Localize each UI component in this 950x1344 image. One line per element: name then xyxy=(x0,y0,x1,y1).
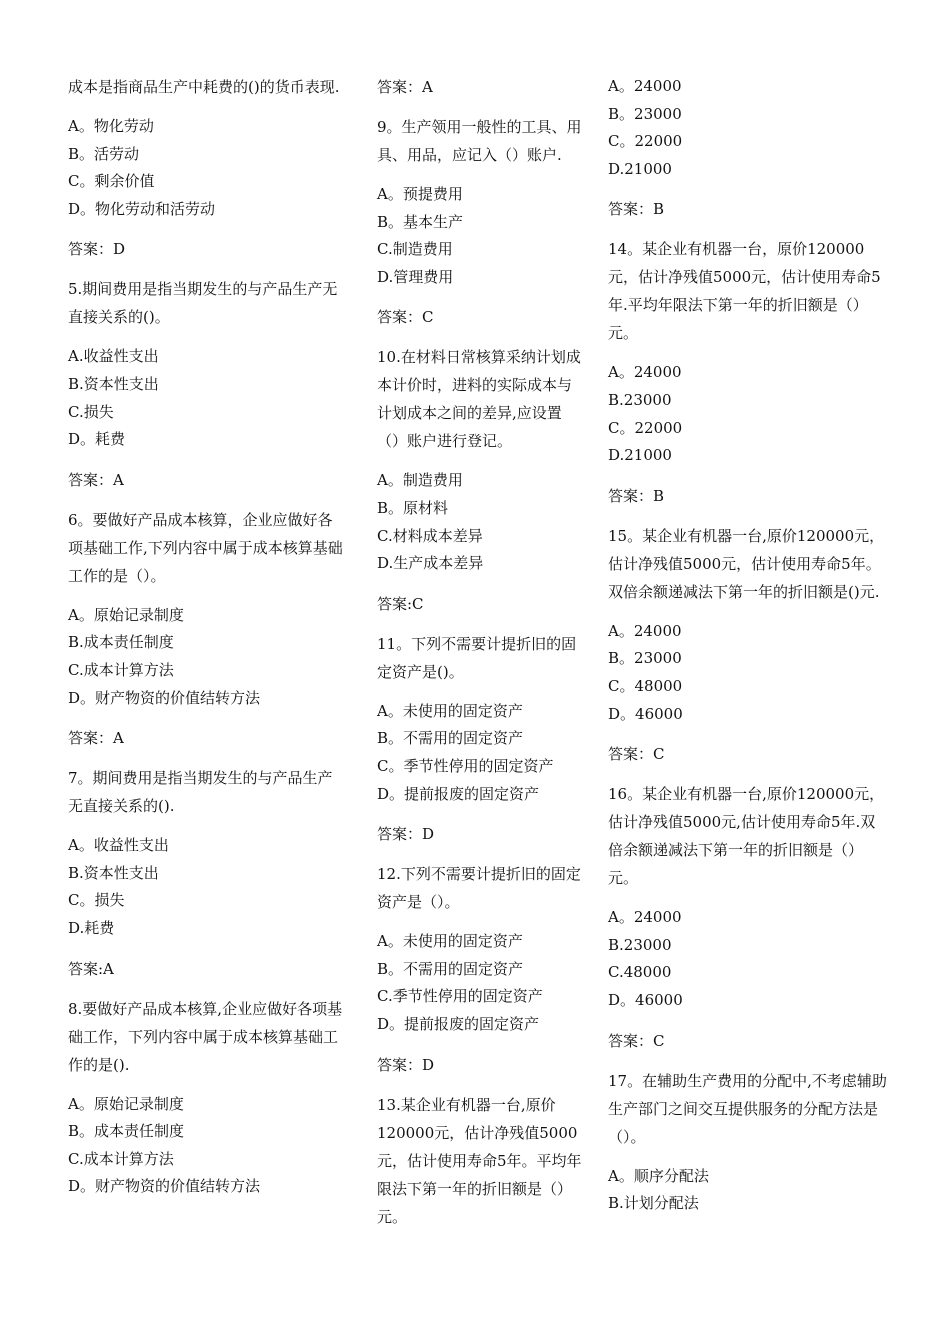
option-list xyxy=(68,1091,346,1201)
option-item: D。46000 xyxy=(608,704,683,723)
option-list xyxy=(68,602,346,712)
option-item: C。损失 xyxy=(68,891,125,910)
option-item: D。提前报废的固定资产 xyxy=(377,784,540,803)
option-list xyxy=(608,1163,888,1218)
option-item: A。24000 xyxy=(608,621,682,640)
option-item: D。耗费 xyxy=(68,430,126,449)
option-item: C.材料成本差异 xyxy=(377,526,483,545)
option-list xyxy=(608,359,888,469)
question-text: 15。某企业有机器一台,原价120000元，估计净残值5000元，估计使用寿命5年。双倍余额递减法下第一年的折旧额是()元. xyxy=(608,526,885,601)
question-text: 5.期间费用是指当期发生的与产品生产无直接关系的()。 xyxy=(68,280,338,327)
question-text: 11。下列不需要计提折旧的固定资产是()。 xyxy=(377,634,577,681)
answer-line: 答案：C xyxy=(377,308,434,327)
option-item: B.资本性支出 xyxy=(68,374,159,393)
question-text: 17。在辅助生产费用的分配中,不考虑辅助生产部门之间交互提供服务的分配方法是（）。 xyxy=(608,1071,887,1146)
option-item: A。24000 xyxy=(608,77,682,95)
option-item: A。预提费用 xyxy=(377,185,463,203)
option-item: C.季节性停用的固定资产 xyxy=(377,987,543,1006)
option-item: D.21000 xyxy=(608,159,672,178)
column-left xyxy=(68,73,346,1213)
question-text: 7。期间费用是指当期发生的与产品生产无直接关系的(). xyxy=(68,769,333,816)
option-item: C。22000 xyxy=(608,132,683,151)
option-list xyxy=(68,343,346,453)
option-list xyxy=(608,618,888,728)
answer-line: 答案：D xyxy=(377,1055,435,1074)
option-item: B。23000 xyxy=(608,649,682,668)
question-text: 12.下列不需要计提折旧的固定资产是（）。 xyxy=(377,865,581,912)
option-item: D.耗费 xyxy=(68,918,115,937)
option-item: A。未使用的固定资产 xyxy=(377,701,523,720)
option-item: C。48000 xyxy=(608,676,683,695)
option-item: B.计划分配法 xyxy=(608,1194,699,1213)
answer-line: 答案：C xyxy=(608,1031,665,1050)
question-text: 成本是指商品生产中耗费的()的货币表现. xyxy=(68,78,340,96)
option-item: C.48000 xyxy=(608,963,672,982)
option-item: B。基本生产 xyxy=(377,212,464,231)
option-item: C.损失 xyxy=(68,402,114,421)
option-item: C.成本计算方法 xyxy=(68,1149,174,1168)
option-item: A。物化劳动 xyxy=(68,117,154,135)
option-item: A。顺序分配法 xyxy=(608,1166,709,1185)
answer-line: 答案：A xyxy=(68,470,124,489)
option-item: C。季节性停用的固定资产 xyxy=(377,756,554,775)
option-list xyxy=(377,467,582,577)
answer-line: 答案：D xyxy=(68,240,126,259)
answer-line: 答案：A xyxy=(68,729,124,748)
option-list xyxy=(608,73,888,183)
option-item: A。收益性支出 xyxy=(68,836,169,855)
option-item: B.23000 xyxy=(608,935,672,954)
column-right xyxy=(608,73,888,1230)
option-item: B。活劳动 xyxy=(68,144,140,163)
question-text: 6。要做好产品成本核算，企业应做好各项基础工作,下列内容中属于成本核算基础工作的是（）。 xyxy=(68,510,343,585)
option-item: D.管理费用 xyxy=(377,267,454,286)
answer-line: 答案：A xyxy=(377,78,433,96)
option-item: C.制造费用 xyxy=(377,240,453,259)
question-text: 8.要做好产品成本核算,企业应做好各项基础工作，下列内容中属于成本核算基础工作的是(). xyxy=(68,999,343,1074)
option-item: A。制造费用 xyxy=(377,471,463,490)
question-text: 10.在材料日常核算采纳计划成本计价时，进料的实际成本与计划成本之间的差异,应设置（）账户进行登记。 xyxy=(377,348,581,451)
column-middle xyxy=(377,73,582,1243)
option-item: A。24000 xyxy=(608,363,682,382)
option-item: D。财产物资的价值结转方法 xyxy=(68,1177,261,1196)
answer-line: 答案：C xyxy=(608,745,665,764)
option-item: B。成本责任制度 xyxy=(68,1122,185,1141)
option-list xyxy=(377,181,582,291)
option-item: B。23000 xyxy=(608,104,682,123)
answer-line: 答案:C xyxy=(377,594,424,613)
option-item: A。未使用的固定资产 xyxy=(377,932,523,951)
option-item: A。原始记录制度 xyxy=(68,605,184,624)
answer-line: 答案：D xyxy=(377,825,435,844)
option-list xyxy=(68,113,346,223)
option-list xyxy=(377,928,582,1038)
option-item: D。46000 xyxy=(608,990,683,1009)
option-item: B。原材料 xyxy=(377,498,449,517)
option-item: B.23000 xyxy=(608,390,672,409)
option-list xyxy=(377,698,582,808)
option-item: B.资本性支出 xyxy=(68,863,159,882)
question-text: 9。生产领用一般性的工具、用具、用品，应记入（）账户. xyxy=(377,118,582,164)
option-item: C。22000 xyxy=(608,418,683,437)
option-item: D.21000 xyxy=(608,446,672,465)
option-item: B。不需用的固定资产 xyxy=(377,729,524,748)
answer-line: 答案：B xyxy=(608,200,665,219)
option-item: D。物化劳动和活劳动 xyxy=(68,199,216,218)
option-item: C。剩余价值 xyxy=(68,172,155,191)
option-item: B.成本责任制度 xyxy=(68,633,174,652)
option-item: A.收益性支出 xyxy=(68,347,159,366)
option-item: D.生产成本差异 xyxy=(377,554,484,573)
option-item: D。财产物资的价值结转方法 xyxy=(68,688,261,707)
question-text: 14。某企业有机器一台，原价120000元，估计净残值5000元，估计使用寿命5年.平均年限法下第一年的折旧额是（）元。 xyxy=(608,240,881,343)
option-item: B。不需用的固定资产 xyxy=(377,959,524,978)
answer-line: 答案：B xyxy=(608,486,665,505)
question-text: 13.某企业有机器一台,原价120000元，估计净残值5000元，估计使用寿命5年。平均年限法下第一年的折旧额是（）元。 xyxy=(377,1095,582,1226)
question-text: 16。某企业有机器一台,原价120000元，估计净残值5000元,估计使用寿命5年.双倍余额递减法下第一年的折旧额是（）元。 xyxy=(608,785,885,888)
option-list xyxy=(68,832,346,942)
answer-line: 答案:A xyxy=(68,959,114,978)
option-item: D。提前报废的固定资产 xyxy=(377,1014,540,1033)
option-item: C.成本计算方法 xyxy=(68,660,174,679)
option-item: A。24000 xyxy=(608,908,682,927)
option-item: A。原始记录制度 xyxy=(68,1094,184,1113)
option-list xyxy=(608,904,888,1014)
